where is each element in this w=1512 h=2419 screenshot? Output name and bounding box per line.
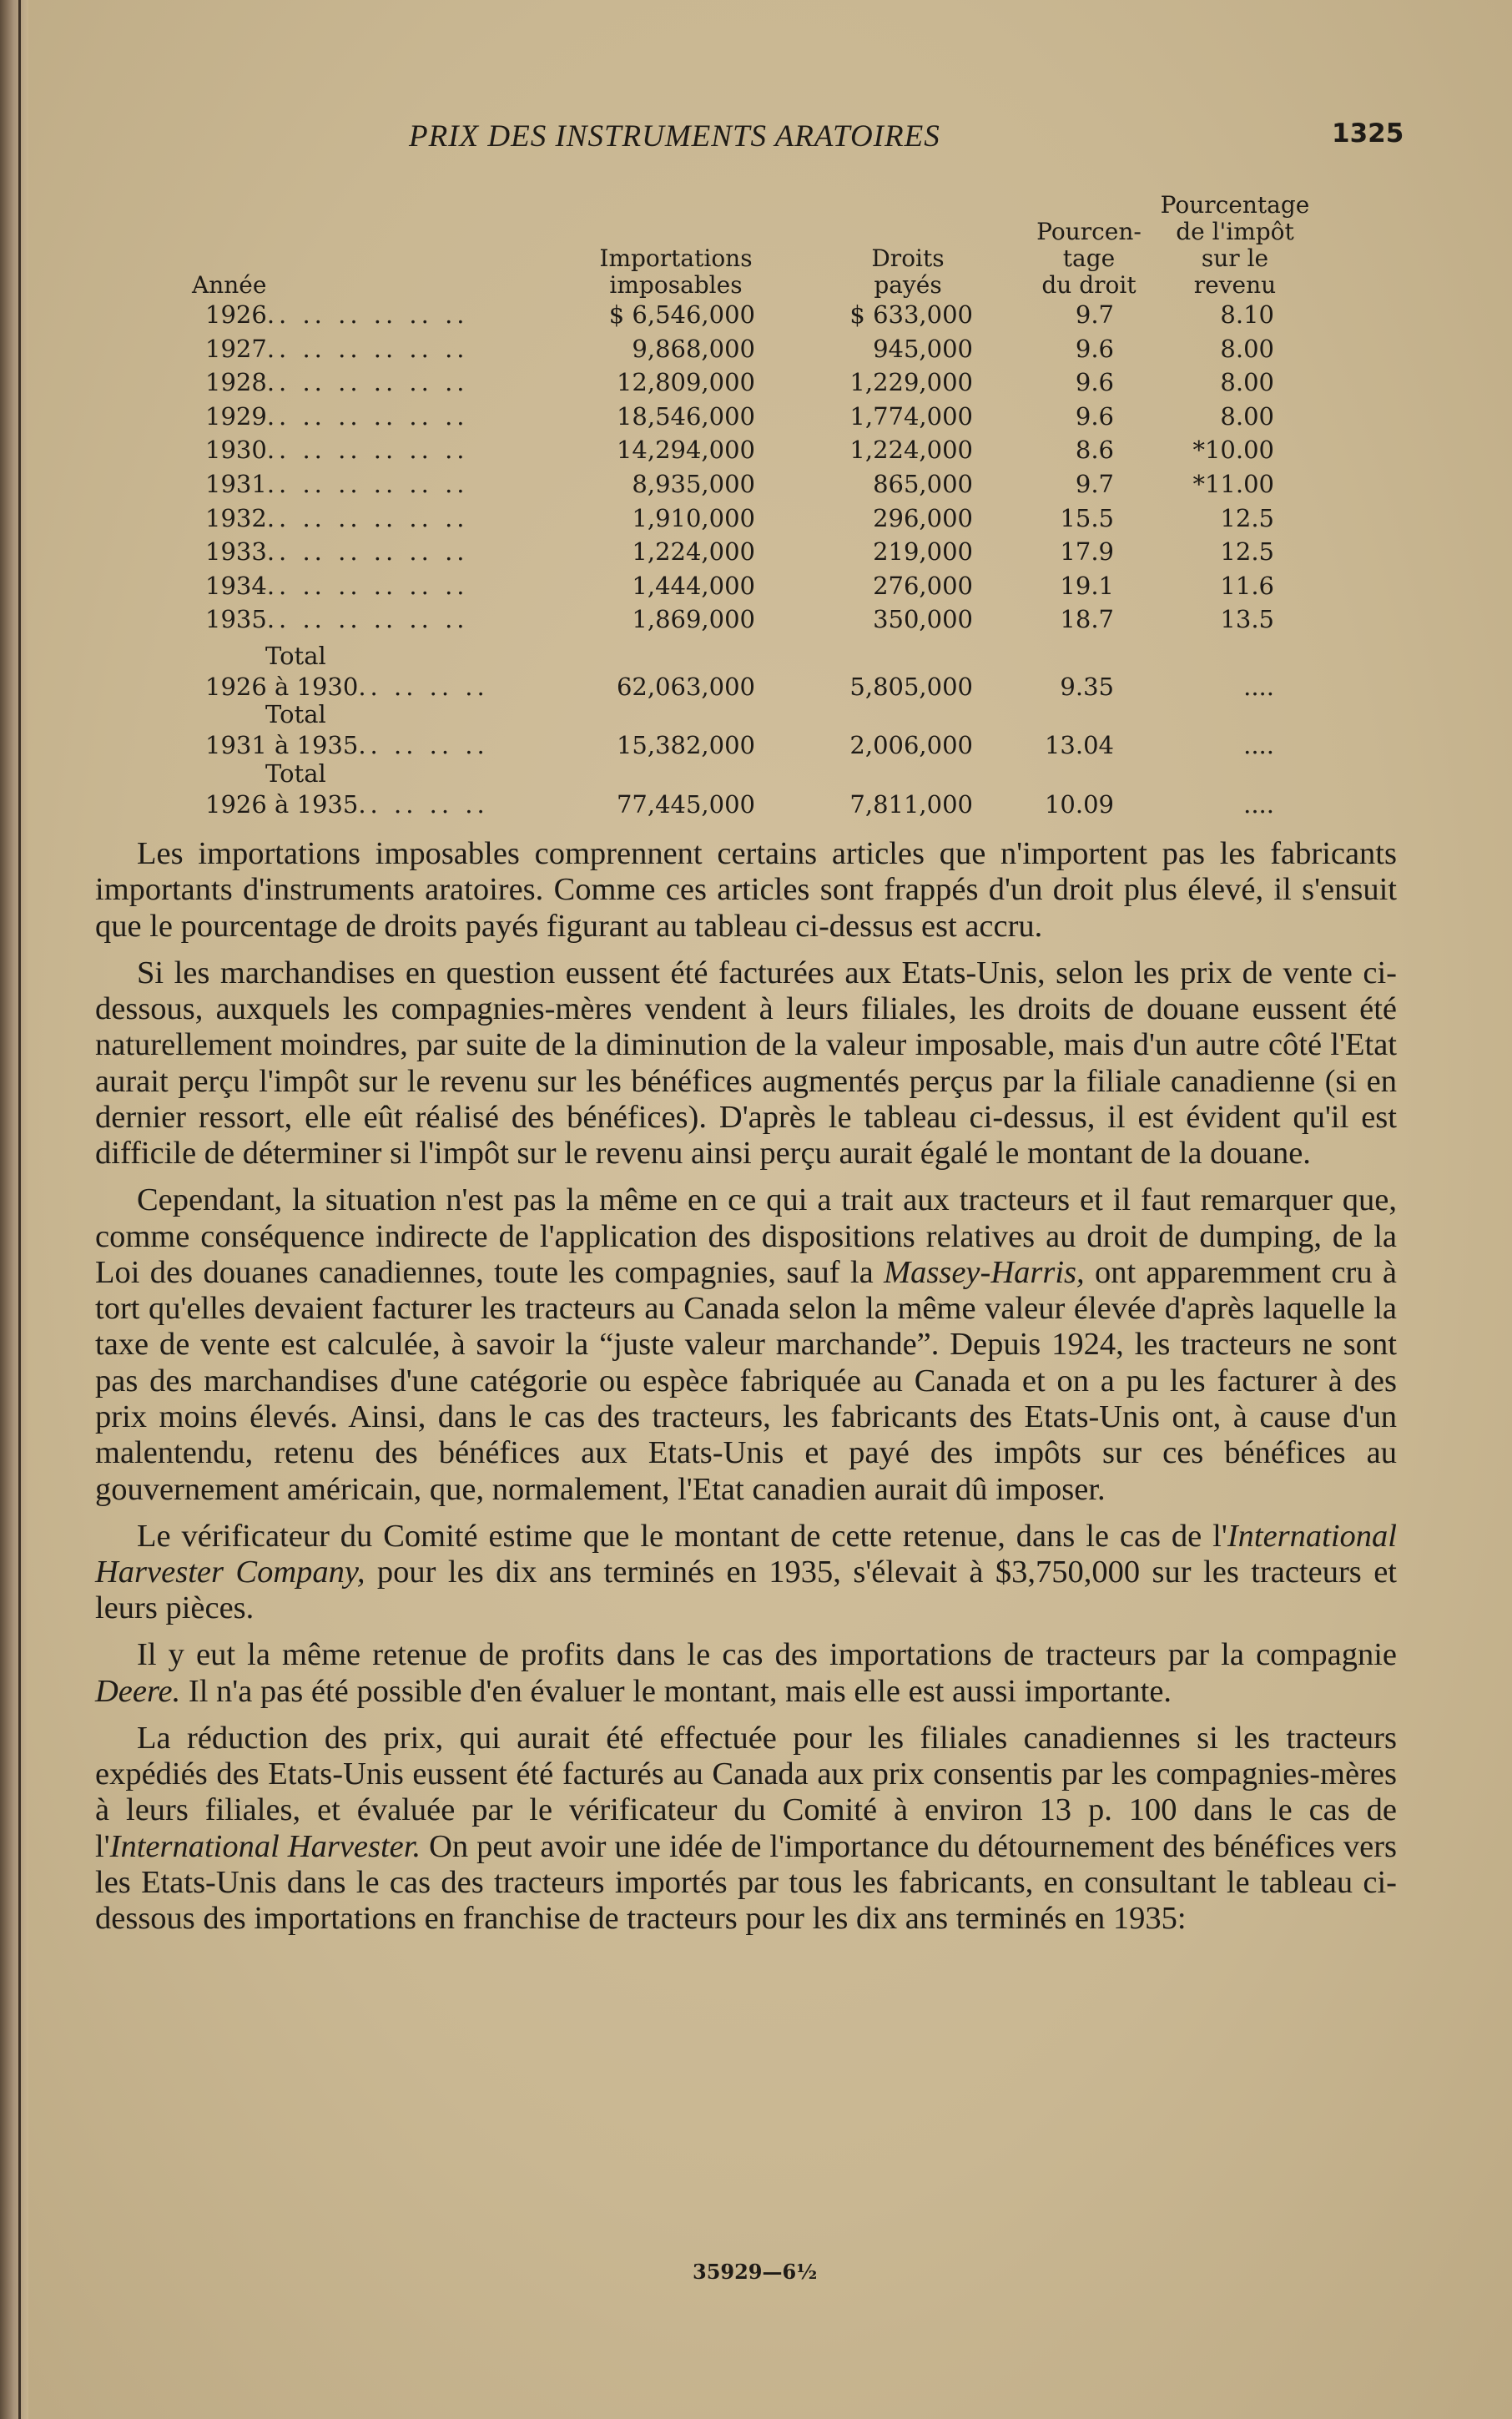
duties-value: 945,000	[873, 335, 973, 363]
year-label: 1930	[205, 436, 267, 464]
table-row	[0, 335, 1512, 369]
pct-tax-value: 12.5	[1220, 537, 1274, 566]
duties-value: 865,000	[873, 470, 973, 498]
import-duties-table	[0, 0, 1512, 834]
paragraph: La réduction des prix, qui aurait été effectuée pour les filiales canadiennes si les tracteurs expédiés des Etats-Unis eussent été facturés au Canada aux prix consentis par les compagnies-mères à leurs filiales, et évaluée par le vérificateur du Comité à environ 13 p. 100 dans le cas de l'International Harvester. On peut avoir une idée de l'importance du détournement des bénéfices vers les Etats-Unis dans le cas des tracteurs importés par tous les fabricants, en consultant le tableau ci-dessous des importations en franchise de tracteurs pour les dix ans terminés en 1935:	[95, 1720, 1397, 1937]
dot-leader: .. .. .. .. .. ..	[266, 537, 469, 566]
imports-value: 12,809,000	[616, 368, 755, 396]
imports-value: $ 6,546,000	[608, 300, 755, 329]
year-label: 1935	[205, 605, 267, 633]
row-label	[205, 369, 469, 396]
duties-value: 296,000	[873, 504, 973, 532]
year-label: 1928	[205, 368, 267, 396]
duties-value: 276,000	[873, 572, 973, 600]
duties-value: 1,774,000	[849, 402, 973, 431]
pct-duty-value: 10.09	[1044, 790, 1114, 819]
pct-duty-value: 9.6	[1075, 335, 1114, 363]
pct-tax-value: 8.00	[1220, 335, 1274, 363]
duties-value: 2,006,000	[849, 731, 973, 759]
total-word: Total	[265, 759, 326, 788]
imports-value: 77,445,000	[616, 790, 755, 819]
duties-value: 219,000	[873, 537, 973, 566]
duties-value: 1,224,000	[849, 436, 973, 464]
dot-leader: .. .. .. ..	[358, 673, 489, 701]
dot-leader: .. .. .. .. .. ..	[266, 470, 469, 498]
pct-duty-value: 9.7	[1075, 470, 1114, 498]
running-title: PRIX DES INSTRUMENTS ARATOIRES	[409, 119, 940, 154]
header-imports: Importations imposables	[599, 244, 753, 299]
year-label: 1934	[205, 572, 267, 600]
paragraph: Les importations imposables comprennent certains articles que n'importent pas les fabricants importants d'instruments aratoires. Comme ces articles sont frappés d'un droit plus élevé, il s'ensuit que le pourcentage de droits payés figurant au tableau ci-dessus est accru.	[95, 836, 1397, 944]
company-name: Deere.	[95, 1673, 181, 1709]
year-label: 1926 à 1935	[205, 790, 359, 819]
total-row	[0, 791, 1512, 824]
pct-tax-value: 8.10	[1220, 300, 1274, 329]
duties-value: 350,000	[873, 605, 973, 633]
row-label	[205, 301, 469, 328]
total-row	[0, 732, 1512, 765]
company-name: International Harvester Company,	[95, 1518, 1397, 1590]
pct-tax-value: ....	[1243, 790, 1274, 819]
page-number: 1325	[1332, 118, 1404, 149]
paragraph: Cependant, la situation n'est pas la même en ce qui a trait aux tracteurs et il faut remarquer que, comme conséquence indirecte de l'application des dispositions relatives au droit de dumping, de la Loi des douanes canadiennes, toute les compagnies, sauf la Massey-Harris, ont apparemment cru à tort qu'elles devaient facturer les tracteurs au Canada selon la même valeur élevée d'après laquelle la taxe de vente est calculée, à savoir la “juste valeur marchande”. Depuis 1924, les tracteurs ne sont pas des marchandises d'une catégorie ou espèce fabriquée au Canada et on a pu les facturer à des prix moins élevés. Ainsi, dans le cas des tracteurs, les fabricants des Etats-Unis ont, à cause d'un malentendu, retenu des bénéfices aux Etats-Unis et payé des impôts sur ces bénéfices au gouvernement américain, que, normalement, l'Etat canadien aurait dû imposer.	[95, 1182, 1398, 1507]
row-label	[205, 732, 489, 758]
imports-value: 1,444,000	[632, 572, 755, 600]
row-label	[205, 403, 469, 430]
imports-value: 62,063,000	[616, 673, 755, 701]
pct-duty-value: 17.9	[1060, 537, 1114, 566]
year-label: 1931 à 1935	[205, 731, 359, 759]
row-label	[205, 538, 469, 565]
printer-signature: 35929—6½	[693, 2260, 818, 2284]
year-label: 1933	[205, 537, 267, 566]
imports-value: 15,382,000	[616, 731, 755, 759]
duties-value: 5,805,000	[849, 673, 973, 701]
imports-value: 14,294,000	[616, 436, 755, 464]
row-label	[205, 471, 469, 497]
dot-leader: .. .. .. .. .. ..	[266, 436, 469, 464]
row-label	[205, 606, 469, 632]
pct-duty-value: 9.35	[1060, 673, 1114, 701]
header-duties: Droits payés	[871, 244, 945, 299]
year-label: 1926 à 1930	[205, 673, 359, 701]
row-label	[205, 505, 469, 532]
pct-tax-value: 8.00	[1220, 402, 1274, 431]
dot-leader: .. .. .. .. .. ..	[266, 504, 469, 532]
table-row	[0, 572, 1512, 606]
row-label	[205, 572, 469, 599]
year-label: 1932	[205, 504, 267, 532]
table-row	[0, 403, 1512, 436]
pct-duty-value: 19.1	[1060, 572, 1114, 600]
pct-tax-value: 12.5	[1220, 504, 1274, 532]
pct-tax-value: 11.6	[1220, 572, 1274, 600]
pct-tax-value: ....	[1243, 731, 1274, 759]
dot-leader: .. .. .. .. .. ..	[266, 300, 469, 329]
row-label	[205, 335, 469, 362]
header-year: Année	[192, 271, 267, 299]
imports-value: 1,224,000	[632, 537, 755, 566]
pct-tax-value: ....	[1243, 673, 1274, 701]
imports-value: 1,910,000	[632, 504, 755, 532]
year-label: 1926	[205, 300, 267, 329]
pct-duty-value: 9.6	[1075, 368, 1114, 396]
dot-leader: .. .. .. .. .. ..	[266, 402, 469, 431]
duties-value: 1,229,000	[849, 368, 973, 396]
table-row	[0, 369, 1512, 402]
header-pct-duty: Pourcen- tage du droit	[1036, 218, 1142, 299]
year-label: 1929	[205, 402, 267, 431]
imports-value: 1,869,000	[632, 605, 755, 633]
dot-leader: .. .. .. .. .. ..	[266, 572, 469, 600]
pct-duty-value: 9.7	[1075, 300, 1114, 329]
total-row	[0, 673, 1512, 707]
imports-value: 9,868,000	[632, 335, 755, 363]
pct-tax-value: 8.00	[1220, 368, 1274, 396]
total-word: Total	[265, 700, 326, 728]
pct-duty-value: 18.7	[1060, 605, 1114, 633]
duties-value: $ 633,000	[849, 300, 973, 329]
pct-duty-value: 13.04	[1044, 731, 1114, 759]
row-label	[205, 436, 469, 463]
company-name: Massey-Harris,	[884, 1254, 1085, 1290]
pct-tax-value: *11.00	[1192, 470, 1274, 498]
year-label: 1931	[205, 470, 267, 498]
table-row	[0, 471, 1512, 504]
paragraph: Il y eut la même retenue de profits dans le cas des importations de tracteurs par la compagnie Deere. Il n'a pas été possible d'en évaluer le montant, mais elle est aussi importante.	[95, 1637, 1397, 1709]
pct-tax-value: *10.00	[1192, 436, 1274, 464]
table-row	[0, 505, 1512, 538]
header-pct-tax: Pourcentage de l'impôt sur le revenu	[1160, 191, 1310, 299]
dot-leader: .. .. .. ..	[358, 731, 489, 759]
total-word: Total	[265, 642, 326, 670]
body-text	[95, 836, 1397, 1948]
pct-duty-value: 8.6	[1075, 436, 1114, 464]
dot-leader: .. .. .. .. .. ..	[266, 605, 469, 633]
table-row	[0, 606, 1512, 639]
table-row	[0, 301, 1512, 335]
pct-duty-value: 9.6	[1075, 402, 1114, 431]
paragraph: Le vérificateur du Comité estime que le montant de cette retenue, dans le cas de l'International Harvester Company, pour les dix ans terminés en 1935, s'élevait à $3,750,000 sur les tracteurs et leurs pièces.	[95, 1518, 1397, 1626]
pct-tax-value: 13.5	[1220, 605, 1274, 633]
table-row	[0, 538, 1512, 572]
pct-duty-value: 15.5	[1060, 504, 1114, 532]
imports-value: 18,546,000	[616, 402, 755, 431]
company-name: International Harvester.	[109, 1828, 421, 1864]
duties-value: 7,811,000	[849, 790, 973, 819]
table-row	[0, 436, 1512, 470]
year-label: 1927	[205, 335, 267, 363]
dot-leader: .. .. .. ..	[358, 790, 489, 819]
imports-value: 8,935,000	[632, 470, 755, 498]
dot-leader: .. .. .. .. .. ..	[266, 368, 469, 396]
paragraph: Si les marchandises en question eussent été facturées aux Etats-Unis, selon les prix de vente ci-dessous, auxquels les compagnies-mères vendent à leurs filiales, les droits de douane eussent été naturellement moindres, par suite de la diminution de la valeur imposable, mais d'un autre côté l'Etat aurait perçu l'impôt sur le revenu sur les bénéfices augmentés perçus par la filiale canadienne (si en dernier ressort, elle eût réalisé des bénéfices). D'après le tableau ci-dessus, il est évident qu'il est difficile de déterminer si l'impôt sur le revenu ainsi perçu aurait égalé le montant de la douane.	[95, 955, 1397, 1172]
dot-leader: .. .. .. .. .. ..	[266, 335, 469, 363]
row-label	[205, 673, 489, 700]
row-label	[205, 791, 489, 818]
